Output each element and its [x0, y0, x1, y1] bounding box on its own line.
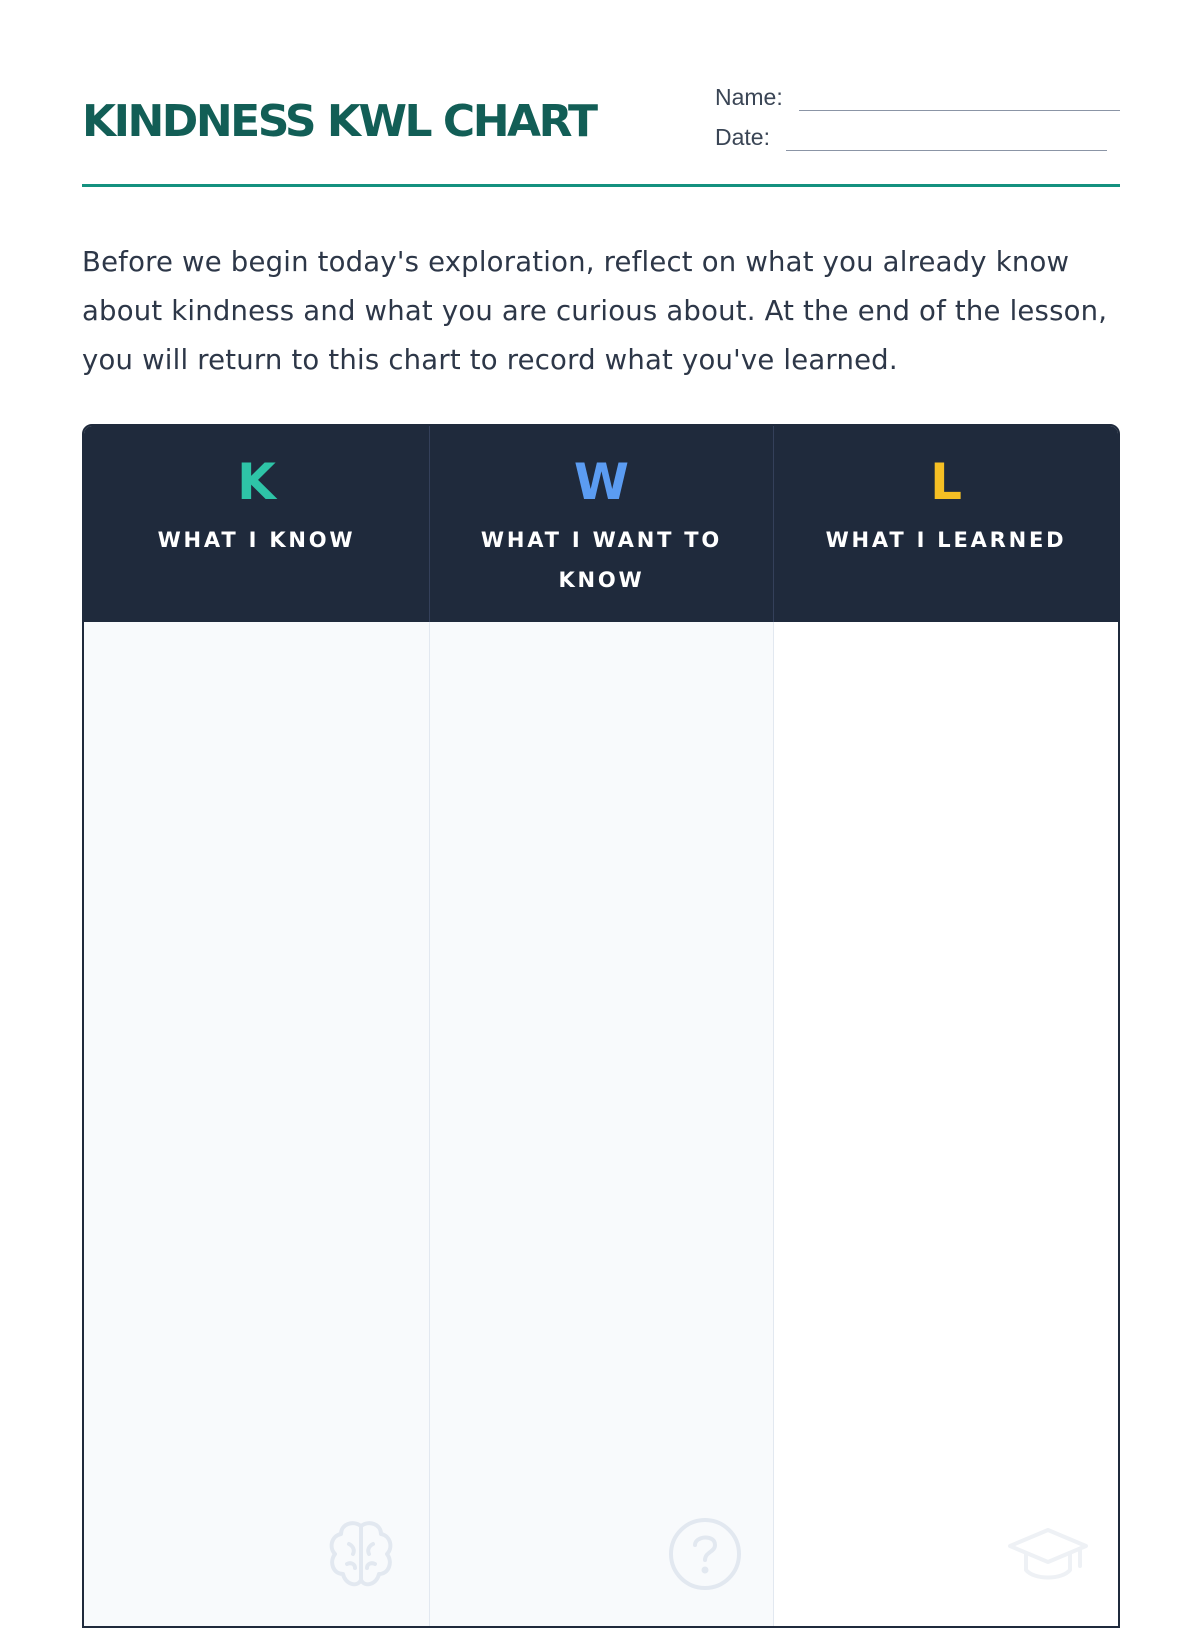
want-writing-area[interactable] — [430, 622, 774, 1626]
instructions-paragraph: Before we begin today's exploration, reflect on what you already know about kindness and what you are curious about. At the end of the lesson, you will return to this chart to record what you've learned. — [82, 246, 1108, 376]
column-title-learned: WHAT I LEARNED — [825, 528, 1067, 552]
date-label: Date: — [715, 124, 770, 150]
student-info-fields — [715, 82, 1120, 162]
column-title-know: WHAT I KNOW — [157, 528, 356, 552]
column-header-learned — [774, 426, 1118, 622]
learned-writing-area[interactable] — [774, 622, 1118, 1626]
name-field[interactable] — [715, 82, 1120, 122]
question-circle-icon — [665, 1514, 745, 1594]
date-field[interactable] — [715, 122, 1120, 162]
name-label: Name: — [715, 84, 783, 110]
graduation-cap-icon — [1006, 1514, 1090, 1594]
page-title: KINDNESS KWL CHART — [82, 96, 596, 147]
column-title-want: WHAT I WANT TO KNOW — [480, 528, 723, 592]
kwl-table — [82, 424, 1120, 1628]
column-letter-k: K — [237, 453, 276, 511]
column-letter-l: L — [930, 453, 962, 511]
date-input-line[interactable] — [786, 150, 1107, 151]
worksheet-header — [82, 60, 1120, 187]
know-writing-area[interactable] — [84, 622, 430, 1626]
kwl-column-learned — [774, 426, 1118, 1626]
name-input-line[interactable] — [799, 110, 1120, 111]
column-header-want — [430, 426, 774, 622]
brain-icon — [321, 1514, 401, 1594]
column-header-know — [84, 426, 430, 622]
kwl-column-want — [430, 426, 774, 1626]
worksheet-page — [82, 0, 1120, 1600]
kwl-column-know — [84, 426, 430, 1626]
column-letter-w: W — [573, 453, 630, 511]
